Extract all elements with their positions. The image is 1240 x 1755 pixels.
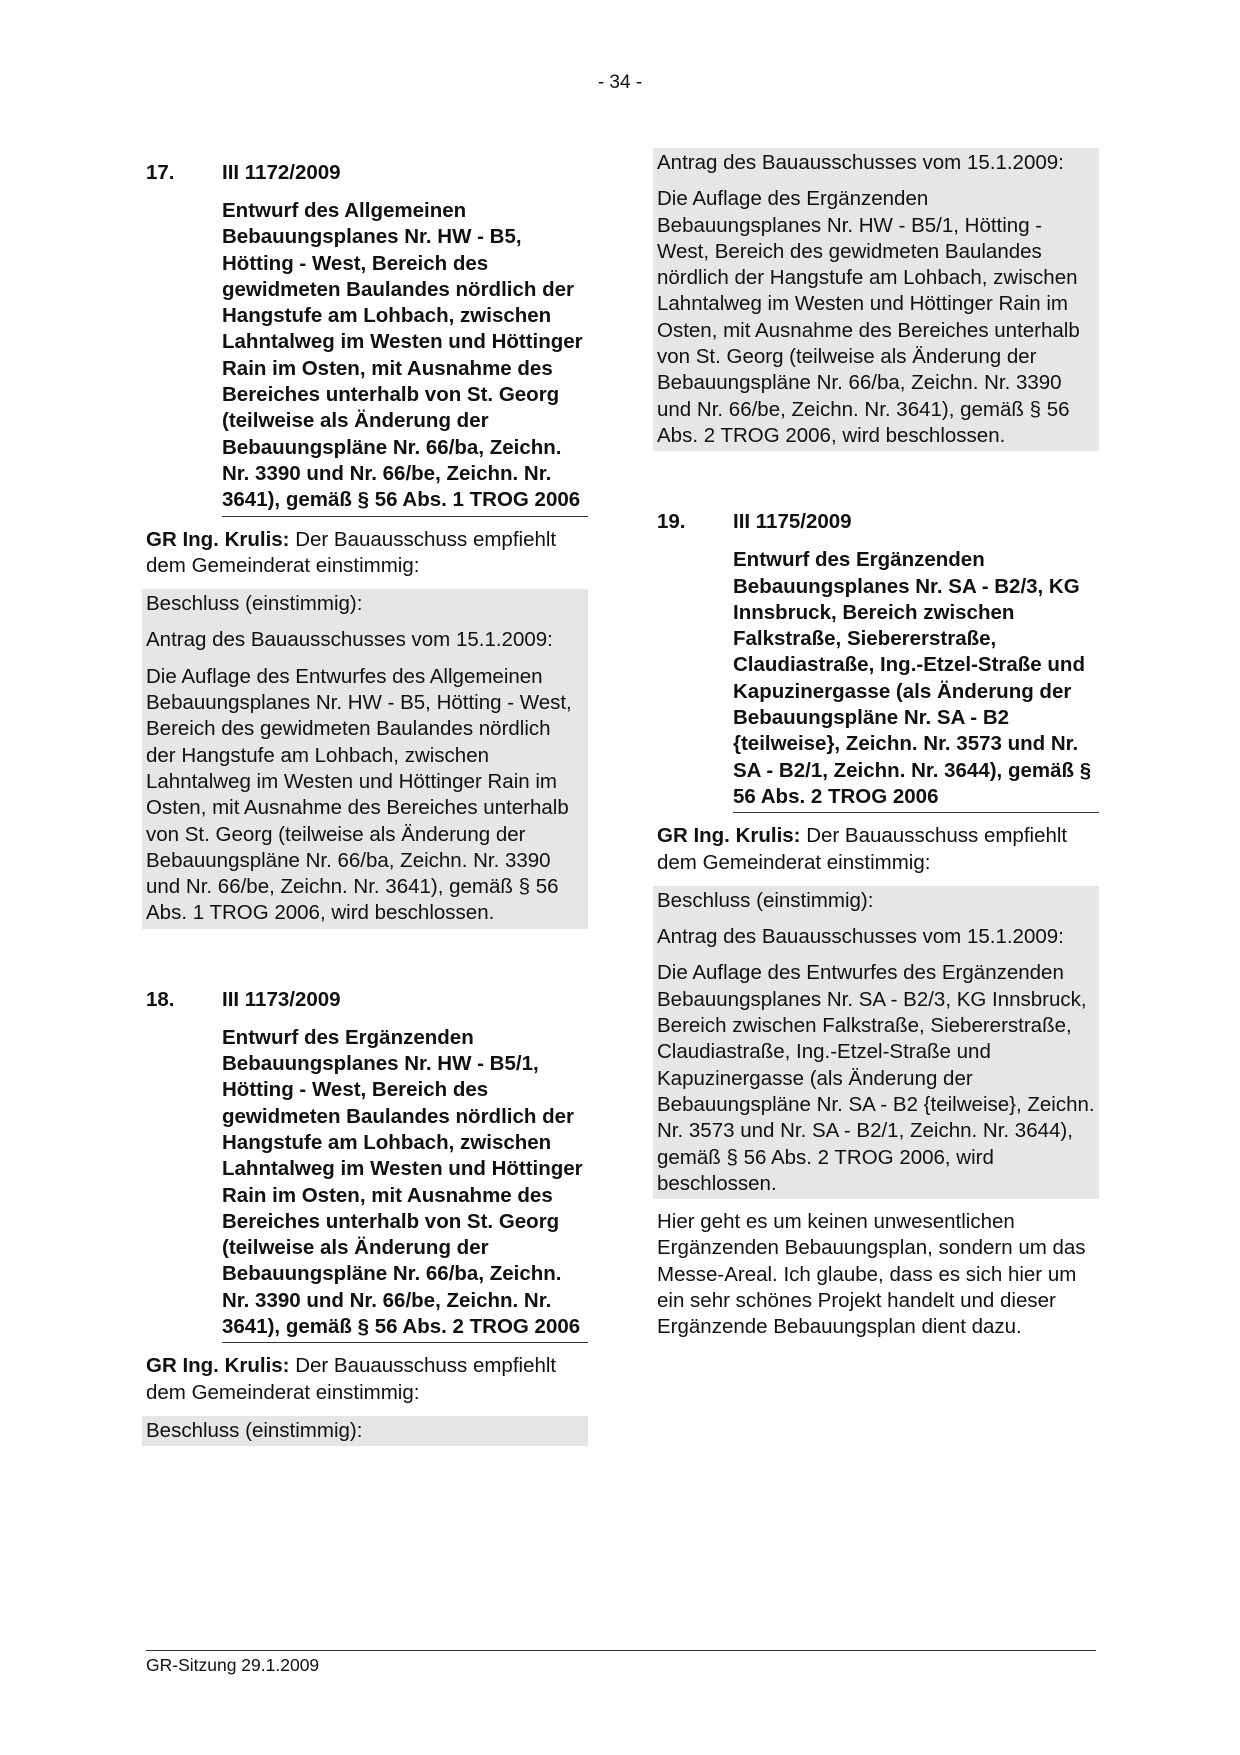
item-number: 19. (657, 510, 686, 534)
resolution-block-continued (653, 148, 1099, 451)
speaker-name: GR Ing. Krulis: (146, 527, 290, 551)
agenda-item-18 (146, 987, 588, 1446)
right-column (657, 148, 1099, 1341)
decision-text: Die Auflage des Ergänzenden Bebauungsplanes Nr. HW - B5/1, Hötting - West, Bereich des gewidmeten Baulandes nördlich der Hangstufe am Lohbach, zwischen Lahntalweg im Westen und Höttinger Rain im Osten, mit Ausnahme des Bereiches unterhalb von St. Georg (teilweise als Änderung der Bebauungspläne Nr. 66/ba, Zeichn. Nr. 3390 und Nr. 66/be, Zeichn. Nr. 3641), gemäß § 56 Abs. 2 TROG 2006, wird beschlossen. (657, 187, 1080, 447)
footer-text: GR-Sitzung 29.1.2009 (146, 1655, 320, 1675)
resolution-block (142, 589, 588, 929)
item-reference: III 1175/2009 (733, 510, 852, 534)
item-number: 17. (146, 161, 175, 184)
item-title: Entwurf des Allgemeinen Bebauungsplanes Nr. HW - B5, Hötting - West, Bereich des gewidmeten Baulandes nördlich der Hangstufe am Lohbach, zwischen Lahntalweg im Westen und Höttinger Rain im Osten, mit Ausnahme des Bereiches unterhalb von St. Georg (teilweise als Änderung der Bebauungspläne Nr. 66/ba, Zeichn. Nr. 3390 und Nr. 66/be, Zeichn. Nr. 3641), gemäß § 56 Abs. 1 TROG 2006 (222, 198, 588, 517)
left-column (146, 160, 588, 1446)
resolution-label: Beschluss (einstimmig): (146, 1418, 363, 1442)
item-reference: III 1173/2009 (222, 987, 341, 1011)
item-reference: III 1172/2009 (222, 161, 341, 184)
speaker-name: GR Ing. Krulis: (146, 1354, 290, 1378)
agenda-item-19 (657, 509, 1099, 1340)
motion-text: Antrag des Bauausschusses vom 15.1.2009: (146, 628, 553, 652)
page-number: - 34 - (597, 72, 643, 93)
speaker-statement (146, 527, 588, 580)
footer-divider (146, 1650, 1096, 1651)
item-title: Entwurf des Ergänzenden Bebauungsplanes Nr. SA - B2/3, KG Innsbruck, Bereich zwischen Falkstraße, Siebererstraße, Claudiastraße, Ing.-Etzel-Straße und Kapuzinergasse (als Änderung der Bebauungspläne Nr. SA - B2 {teilweise}, Zeichn. Nr. 3573 und Nr. SA - B2/1, Zeichn. Nr. 3644), gemäß § 56 Abs. 2 TROG 2006 (733, 547, 1099, 813)
item-title: Entwurf des Ergänzenden Bebauungsplanes Nr. HW - B5/1, Hötting - West, Bereich des gewidmeten Baulandes nördlich der Hangstufe am Lohbach, zwischen Lahntalweg im Westen und Höttinger Rain im Osten, mit Ausnahme des Bereiches unterhalb von St. Georg (teilweise als Änderung der Bebauungspläne Nr. 66/ba, Zeichn. Nr. 3390 und Nr. 66/be, Zeichn. Nr. 3641), gemäß § 56 Abs. 2 TROG 2006 (222, 1025, 588, 1344)
item-number: 18. (146, 987, 175, 1011)
speaker-statement (146, 1353, 588, 1406)
comment-text: Hier geht es um keinen unwesentlichen Ergänzenden Bebauungsplan, sondern um das Messe-Areal. Ich glaube, dass es sich hier um ein sehr schönes Projekt handelt und dieser Ergänzende Bebauungsplan dient dazu. (657, 1210, 1086, 1339)
resolution-block (142, 1416, 588, 1446)
decision-text: Die Auflage des Entwurfes des Allgemeinen Bebauungsplanes Nr. HW - B5, Hötting - West, Bereich des gewidmeten Baulandes nördlich der Hangstufe am Lohbach, zwischen Lahntalweg im Westen und Höttinger Rain im Osten, mit Ausnahme des Bereiches unterhalb von St. Georg (teilweise als Änderung der Bebauungspläne Nr. 66/ba, Zeichn. Nr. 3390 und Nr. 66/be, Zeichn. Nr. 3641), gemäß § 56 Abs. 1 TROG 2006, wird beschlossen. (146, 664, 572, 925)
motion-text: Antrag des Bauausschusses vom 15.1.2009: (657, 151, 1064, 174)
item-header (146, 160, 588, 186)
item-header (146, 987, 588, 1013)
decision-text: Die Auflage des Entwurfes des Ergänzenden Bebauungsplanes Nr. SA - B2/3, KG Innsbruck, Bereich zwischen Falkstraße, Siebererstraße, Claudiastraße, Ing.-Etzel-Straße und Kapuzinergasse (als Änderung der Bebauungspläne Nr. SA - B2 {teilweise}, Zeichn. Nr. 3573 und Nr. SA - B2/1, Zeichn. Nr. 3644), gemäß § 56 Abs. 2 TROG 2006, wird beschlossen. (657, 961, 1095, 1195)
resolution-label: Beschluss (einstimmig): (146, 592, 363, 616)
resolution-block (653, 886, 1099, 1199)
resolution-label: Beschluss (einstimmig): (657, 888, 874, 912)
item-header (657, 509, 1099, 535)
agenda-item-17 (146, 160, 588, 929)
speaker-name: GR Ing. Krulis: (657, 824, 801, 848)
speaker-statement (657, 823, 1099, 876)
speaker-text: Der Bauausschuss empfiehlt dem Gemeinderat einstimmig: (146, 1354, 557, 1404)
speaker-text: Der Bauausschuss empfiehlt dem Gemeinderat einstimmig: (146, 527, 557, 577)
speaker-text: Der Bauausschuss empfiehlt dem Gemeinderat einstimmig: (657, 824, 1068, 874)
motion-text: Antrag des Bauausschusses vom 15.1.2009: (657, 925, 1064, 949)
